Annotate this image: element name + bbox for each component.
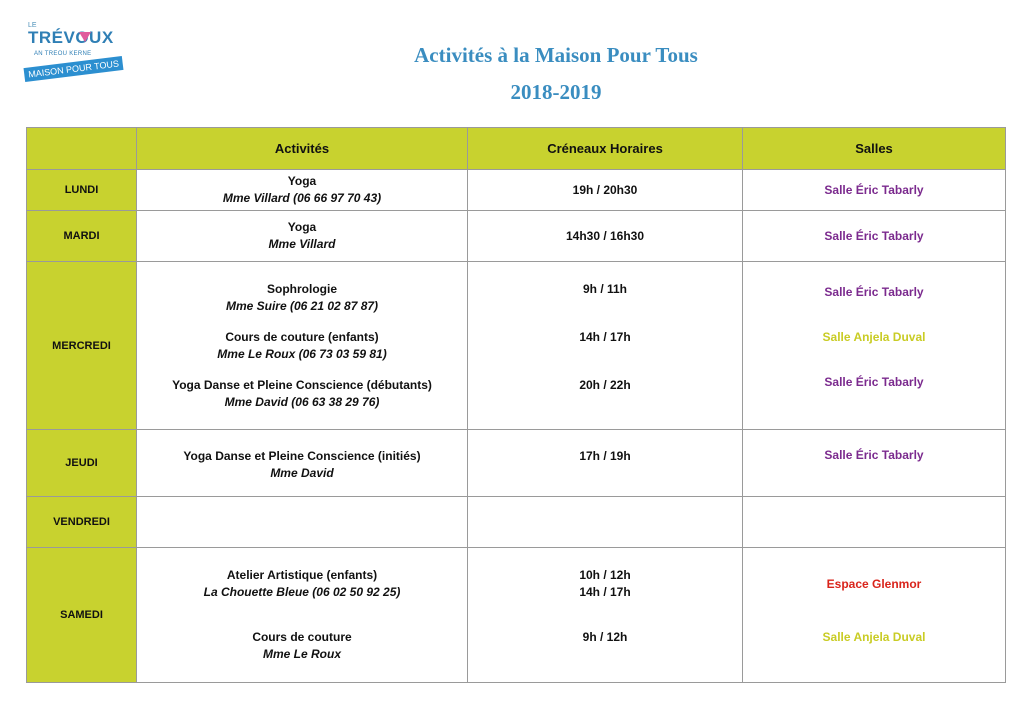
activity-contact: Mme Le Roux (06 73 03 59 81) [217, 346, 387, 361]
activity-cell [137, 262, 468, 430]
room-cell [743, 262, 1006, 430]
table-row [27, 497, 1006, 548]
table-row [27, 262, 1006, 430]
page-year: 2018-2019 [510, 80, 602, 104]
time-cell [468, 430, 743, 497]
time-slot: 9h / 11h [582, 281, 628, 296]
time-slot: 14h / 17h [579, 585, 631, 599]
table-row [27, 430, 1006, 497]
activity-name: Atelier Artistique (enfants) [226, 568, 378, 582]
header-activities: Activités [137, 128, 468, 170]
room-name: Salle Éric Tabarly [824, 285, 924, 299]
activity-name: Yoga Danse et Pleine Conscience (initiés) [183, 449, 421, 463]
room-cell [743, 430, 1006, 497]
time-cell [468, 211, 743, 262]
room-cell [743, 548, 1006, 683]
header-rooms: Salles [743, 128, 1006, 170]
activity-contact: Mme David [270, 466, 334, 480]
table-row [27, 211, 1006, 262]
room-name: Salle Anjela Duval [822, 630, 926, 644]
time-slot: 19h / 20h30 [572, 182, 638, 197]
activity-name: Cours de couture [252, 630, 352, 644]
logo-sub: AN TREOU KERNE [34, 51, 92, 57]
activity-cell [137, 211, 468, 262]
activity-contact: Mme David (06 63 38 29 76) [224, 394, 380, 409]
activity-name: Yoga Danse et Pleine Conscience (débutants) [172, 377, 432, 392]
time-slot: 14h30 / 16h30 [565, 228, 645, 243]
time-slot: 20h / 22h [579, 377, 631, 392]
page-title: Activités à la Maison Pour Tous [414, 43, 698, 67]
schedule-table [26, 127, 1006, 683]
room-name: Salle Éric Tabarly [824, 375, 924, 389]
activity-cell [137, 430, 468, 497]
day-vendredi: VENDREDI [27, 497, 137, 548]
activity-name: Yoga [287, 174, 317, 188]
room-name: Salle Éric Tabarly [824, 448, 924, 462]
activity-contact: Mme Le Roux [262, 647, 341, 661]
time-cell [468, 548, 743, 683]
time-slot: 9h / 12h [582, 630, 628, 644]
logo-le: LE [28, 22, 37, 29]
table-row [27, 548, 1006, 683]
time-cell [468, 262, 743, 430]
table-row [27, 170, 1006, 211]
logo-tag: MAISON POUR TOUS [24, 56, 124, 82]
activity-cell [137, 170, 468, 211]
day-samedi: SAMEDI [27, 548, 137, 683]
day-mardi: MARDI [27, 211, 137, 262]
day-lundi: LUNDI [27, 170, 137, 211]
time-slot: 17h / 19h [579, 449, 631, 463]
logo-word: TRÉVOUX [28, 28, 114, 47]
activity-name: Cours de couture (enfants) [225, 329, 379, 344]
activity-contact: Mme Villard [268, 237, 336, 251]
day-mercredi: MERCREDI [27, 262, 137, 430]
logo-triangle-icon [79, 32, 91, 42]
day-jeudi: JEUDI [27, 430, 137, 497]
activity-name: Yoga [287, 220, 317, 234]
activity-contact: Mme Villard (06 66 97 70 43) [222, 191, 382, 205]
activity-cell [137, 497, 468, 548]
header-day [27, 128, 137, 170]
activity-cell [137, 548, 468, 683]
room-cell [743, 211, 1006, 262]
time-slot: 14h / 17h [579, 329, 631, 344]
activity-contact: Mme Suire (06 21 02 87 87) [225, 298, 379, 313]
header-row [27, 128, 1006, 170]
time-cell [468, 497, 743, 548]
room-cell [743, 170, 1006, 211]
room-name: Salle Éric Tabarly [824, 229, 924, 243]
room-name: Salle Anjela Duval [822, 330, 926, 344]
time-slot: 10h / 12h [579, 568, 631, 582]
activity-contact: La Chouette Bleue (06 02 50 92 25) [203, 585, 401, 599]
room-name: Salle Éric Tabarly [824, 183, 924, 197]
room-name: Espace Glenmor [826, 577, 922, 591]
time-cell [468, 170, 743, 211]
header-slots: Créneaux Horaires [468, 128, 743, 170]
activity-name: Sophrologie [267, 281, 337, 296]
room-cell [743, 497, 1006, 548]
